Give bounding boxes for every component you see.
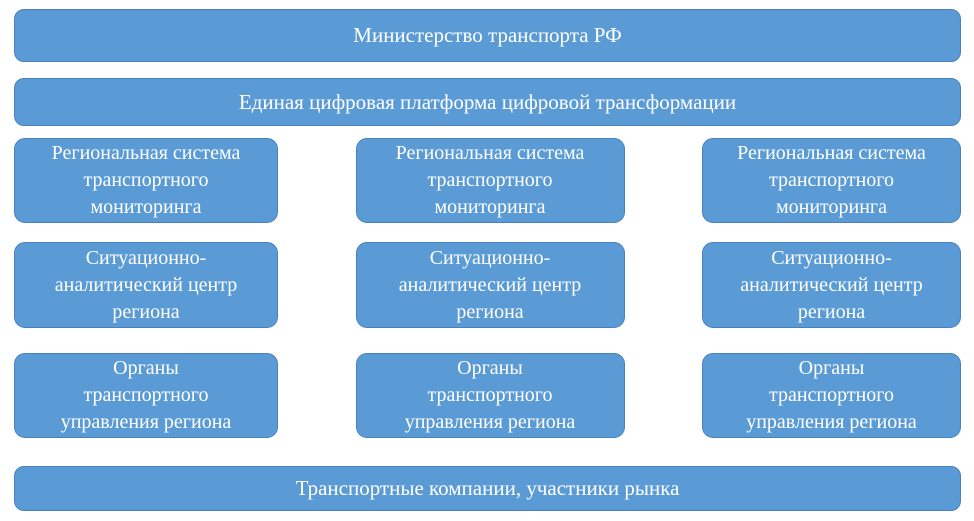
situational-center-label-3: Ситуационно- аналитический центр региона: [740, 246, 923, 323]
transport-authorities-box-3: [702, 353, 961, 438]
digital-platform-box: [14, 78, 961, 126]
market-participants-label: Транспортные компании, участники рынка: [295, 476, 680, 500]
ministry-of-transport-box: [14, 9, 961, 62]
transport-authorities-label-1: Органы транспортного управления региона: [60, 357, 232, 433]
situational-center-box-2: [356, 242, 625, 328]
situational-center-label-2: Ситуационно- аналитический центр региона: [398, 246, 582, 323]
regional-monitoring-row: [14, 138, 961, 223]
situational-center-label-1: Ситуационно- аналитический центр региона: [54, 246, 238, 323]
regional-monitoring-label-1: Региональная система транспортного мониторинга: [51, 142, 241, 218]
situational-center-box-1: [14, 242, 278, 328]
situational-center-box-3: [702, 242, 961, 328]
regional-monitoring-label-3: Региональная система транспортного мониторинга: [737, 142, 926, 218]
digital-platform-label: Единая цифровая платформа цифровой трансформации: [238, 89, 737, 114]
transport-authorities-box-1: [14, 353, 278, 438]
transport-authorities-label-2: Органы транспортного управления региона: [404, 357, 576, 433]
ministry-of-transport-label: Министерство транспорта РФ: [353, 23, 622, 47]
market-participants-box: [14, 466, 961, 511]
regional-monitoring-box-2: [356, 138, 625, 223]
transport-authorities-row: [14, 353, 961, 438]
transport-authorities-label-3: Органы транспортного управления региона: [746, 357, 917, 433]
regional-monitoring-box-3: [702, 138, 961, 223]
regional-monitoring-label-2: Региональная система транспортного мониторинга: [395, 142, 585, 218]
situational-center-row: [14, 242, 961, 328]
transport-authorities-box-2: [356, 353, 625, 438]
regional-monitoring-box-1: [14, 138, 278, 223]
